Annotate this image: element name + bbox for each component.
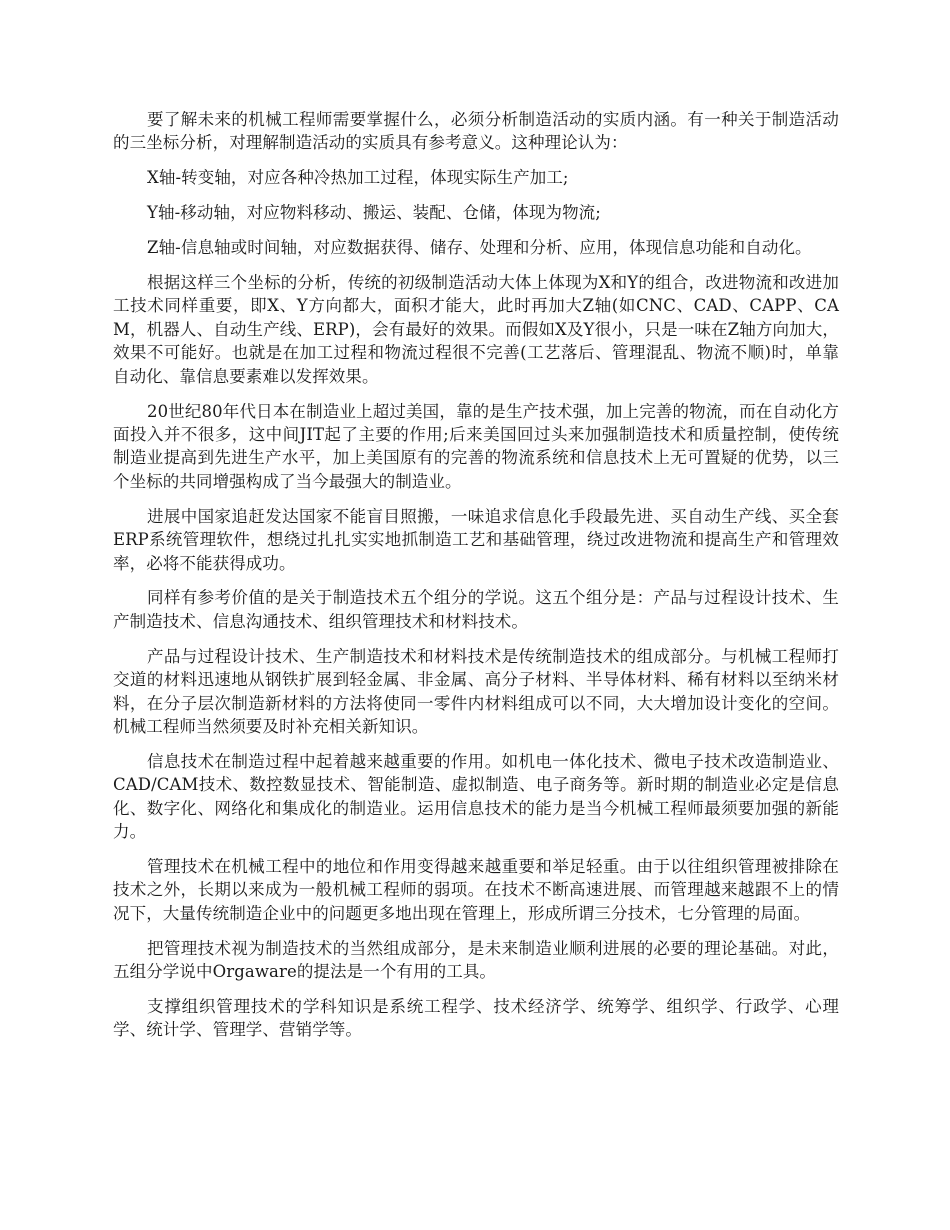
paragraph-disciplines: 支撑组织管理技术的学科知识是系统工程学、技术经济学、统筹学、组织学、行政学、心理学、统计学、管理学、营销学等。 (113, 997, 839, 1040)
paragraph-information-technology: 信息技术在制造过程中起着越来越重要的作用。如机电一体化技术、微电子技术改造制造业、CAD/CAM技术、数控数显技术、智能制造、虚拟制造、电子商务等。新时期的制造业必定是信息化、数字化、网络化和集成化的制造业。运用信息技术的能力是当今机械工程师最须要加强的新能力。 (113, 751, 839, 842)
paragraph-materials: 产品与过程设计技术、生产制造技术和材料技术是传统制造技术的组成部分。与机械工程师打交道的材料迅速地从钢铁扩展到轻金属、非金属、高分子材料、半导体材料、稀有材料以至纳米材料，在分子层次制造新材料的方法将使同一零件内材料组成可以不同，大大增加设计变化的空间。机械工程师当然须要及时补充相关新知识。 (113, 646, 839, 736)
paragraph-management-technology: 管理技术在机械工程中的地位和作用变得越来越重要和举足轻重。由于以往组织管理被排除在技术之外，长期以来成为一般机械工程师的弱项。在技术不断高速进展、而管理越来越跟不上的情况下，大量传统制造企业中的问题更多地出现在管理上，形成所谓三分技术，七分管理的局面。 (113, 856, 839, 923)
paragraph-developing-countries: 进展中国家追赶发达国家不能盲目照搬，一味追求信息化手段最先进、买自动生产线、买全套ERP系统管理软件，想绕过扎扎实实地抓制造工艺和基础管理，绕过改进物流和提高生产和管理效率，必将不能获得成功。 (113, 506, 839, 573)
paragraph-z-axis: Z轴-信息轴或时间轴，对应数据获得、储存、处理和分析、应用，体现信息功能和自动化。 (147, 238, 812, 258)
paragraph-intro: 要了解未来的机械工程师需要掌握什么，必须分析制造活动的实质内涵。有一种关于制造活动的三坐标分析，对理解制造活动的实质具有参考意义。这种理论认为： (113, 110, 839, 153)
paragraph-five-components: 同样有参考价值的是关于制造技术五个组分的学说。这五个组分是：产品与过程设计技术、生产制造技术、信息沟通技术、组织管理技术和材料技术。 (113, 588, 839, 631)
paragraph-y-axis: Y轴-移动轴，对应物料移动、搬运、装配、仓储，体现为物流; (147, 203, 601, 223)
document-body (113, 108, 839, 1053)
paragraph-coordinate-analysis: 根据这样三个坐标的分析，传统的初级制造活动大体上体现为X和Y的组合，改进物流和改进加工技术同样重要，即X、Y方向都大，面积才能大，此时再加大Z轴(如CNC、CAD、CAPP、CAM，机器人、自动生产线、ERP)，会有最好的效果。而假如X及Y很小，只是一味在Z轴方向加大，效果不可能好。也就是在加工过程和物流过程很不完善(工艺落后、管理混乱、物流不顺)时，单靠自动化、靠信息要素难以发挥效果。 (113, 273, 839, 386)
paragraph-orgaware: 把管理技术视为制造技术的当然组成部分，是未来制造业顺利进展的必要的理论基础。对此，五组分学说中Orgaware的提法是一个有用的工具。 (113, 938, 839, 982)
paragraph-japan-usa: 20世纪80年代日本在制造业上超过美国，靠的是生产技术强，加上完善的物流，而在自动化方面投入并不很多，这中间JIT起了主要的作用;后来美国回过头来加强制造技术和质量控制，使传统制造业提高到先进生产水平，加上美国原有的完善的物流系统和信息技术上无可置疑的优势，以三个坐标的共同增强构成了当今最强大的制造业。 (113, 401, 839, 491)
paragraph-x-axis: X轴-转变轴，对应各种冷热加工过程，体现实际生产加工; (147, 168, 569, 188)
